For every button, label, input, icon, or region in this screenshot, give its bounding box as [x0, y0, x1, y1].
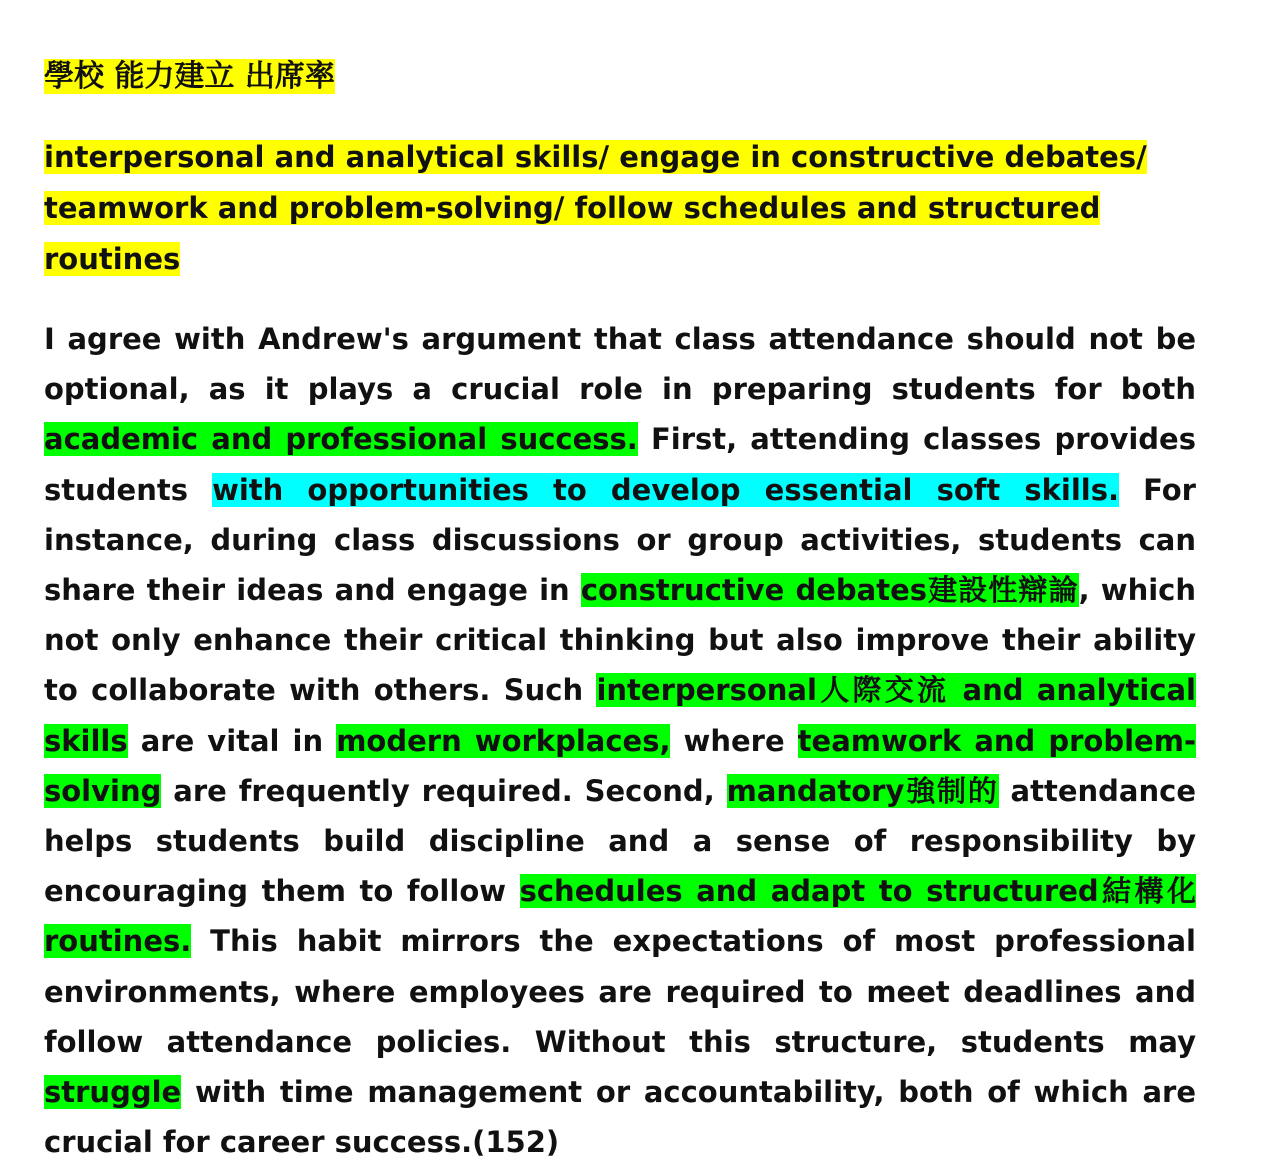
essay-paragraph — [44, 314, 1196, 1167]
essay-text-segment: , which not only enhance their critical thinking but also improve their ability to collaborate with others. Such — [44, 573, 1196, 708]
essay-text-segment: are vital in — [127, 723, 337, 758]
essay-text-segment: where — [670, 723, 798, 758]
title-line — [44, 52, 1196, 102]
keywords-line — [44, 132, 1196, 285]
highlight-teamwork: teamwork and problem-solving — [44, 723, 1196, 808]
essay-text-segment: First, attending classes provides students — [44, 422, 1196, 507]
essay-text-segment: attendance helps students build discipline and a sense of responsibility by encouraging them to follow — [44, 773, 1196, 909]
essay-text-segment: with time management or accountability, both of which are crucial for career success.(152) — [44, 1075, 1196, 1160]
keywords-highlight: interpersonal and analytical skills/ engage in constructive debates/ teamwork and problem-solving/ follow schedules and structured routines — [44, 140, 1147, 276]
highlight-constructive-debates: constructive debates建設性辯論 — [580, 573, 1079, 608]
essay-text-segment: For instance, during class discussions or group activities, students can share their ideas and engage in — [44, 472, 1196, 608]
title-highlight: 學校 能力建立 出席率 — [44, 59, 335, 94]
highlight-modern-workplaces: modern workplaces, — [336, 723, 671, 758]
essay-text-segment: I agree with Andrew's argument that class attendance should not be optional, as it plays a crucial role in preparing students for both — [44, 322, 1196, 407]
highlight-academic-success: academic and professional success. — [44, 422, 638, 457]
essay-text-segment: are frequently required. Second, — [161, 773, 727, 808]
essay-text-segment: This habit mirrors the expectations of most professional environments, where employees are required to meet deadlines and follow attendance policies. Without this structure, students may — [44, 924, 1196, 1059]
highlight-interpersonal-skills: interpersonal人際交流 and analytical skills — [44, 673, 1196, 758]
highlight-mandatory: mandatory強制的 — [726, 773, 999, 808]
highlight-structured-routines: schedules and adapt to structured結構化 routines. — [44, 874, 1197, 959]
highlight-struggle: struggle — [44, 1075, 182, 1110]
highlight-soft-skills: with opportunities to develop essential soft skills. — [212, 472, 1120, 507]
document-page — [44, 52, 1196, 1167]
